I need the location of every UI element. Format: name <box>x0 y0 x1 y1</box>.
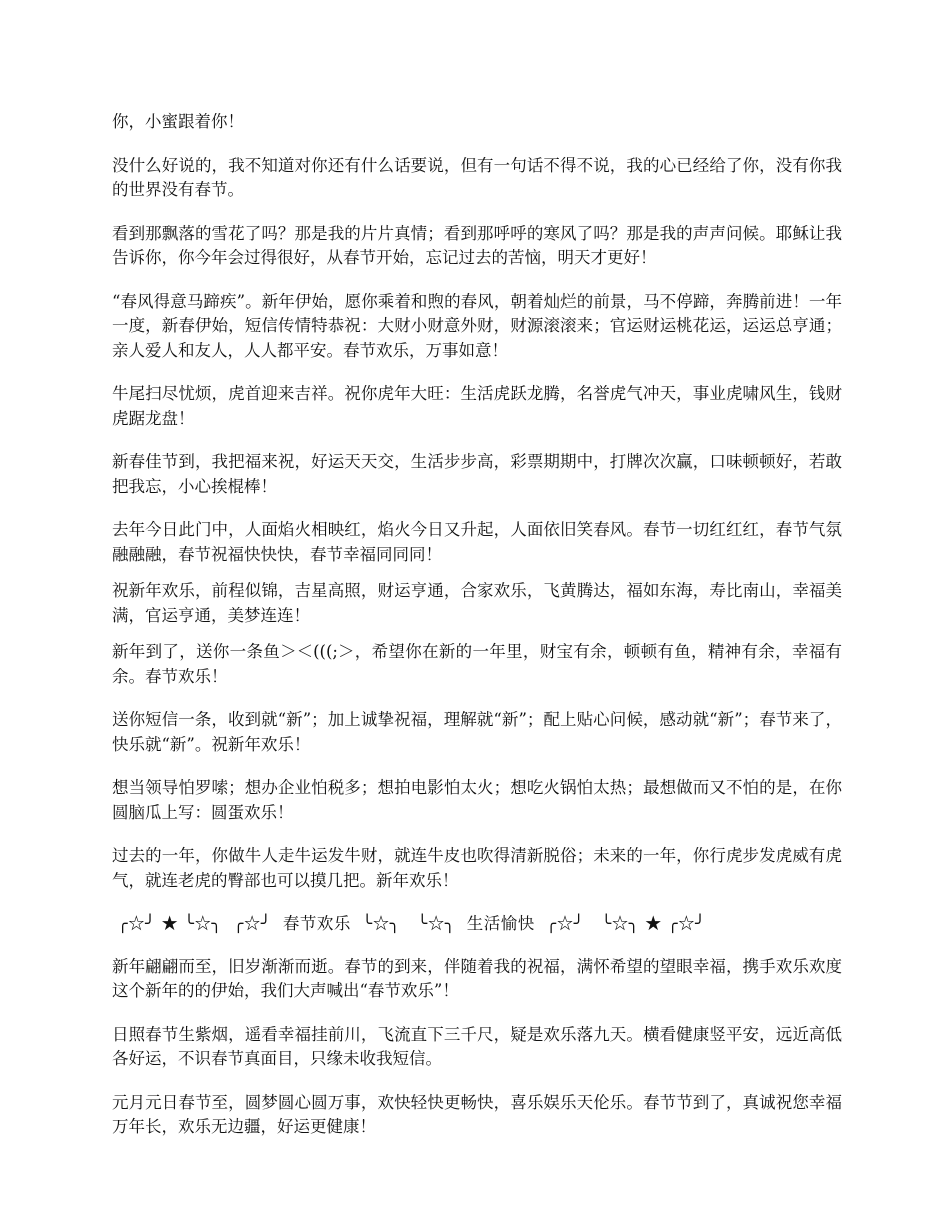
paragraph-7: 去年今日此门中，人面焰火相映红，焰火今日又升起，人面依旧笑春风。春节一切红红红，春节气氛融融融，春节祝福快快快，春节幸福同同同！ <box>112 520 842 564</box>
paragraph-2: 没什么好说的，我不知道对你还有什么话要说，但有一句话不得不说，我的心已经给了你，没有你我的世界没有春节。 <box>112 155 842 199</box>
document-body <box>112 110 842 1159</box>
paragraph-10: 送你短信一条，收到就“新”；加上诚挚祝福，理解就“新”；配上贴心问候，感动就“新”；春节来了，快乐就“新”。祝新年欢乐！ <box>112 710 842 754</box>
paragraph-13: 新年翩翩而至，旧岁渐渐而逝。春节的到来，伴随着我的祝福，满怀希望的望眼幸福，携手欢乐欢度这个新年的的伊始，我们大声喊出“春节欢乐”！ <box>112 956 842 1000</box>
paragraph-8: 祝新年欢乐，前程似锦，吉星高照，财运亨通，合家欢乐，飞黄腾达，福如东海，寿比南山，幸福美满，官运亨通，美梦连连！ <box>112 581 842 625</box>
paragraph-4: “春风得意马蹄疾”。新年伊始，愿你乘着和煦的春风，朝着灿烂的前景，马不停蹄，奔腾前进！一年一度，新春伊始，短信传情特恭祝：大财小财意外财，财源滚滚来；官运财运桃花运，运运总亨通；亲人爱人和友人，人人都平安。春节欢乐，万事如意！ <box>112 291 842 360</box>
paragraph-6: 新春佳节到，我把福来祝，好运天天交，生活步步高，彩票期期中，打牌次次赢，口味顿顿好，若敢把我忘，小心挨棍棒！ <box>112 452 842 496</box>
paragraph-5: 牛尾扫尽忧烦，虎首迎来吉祥。祝你虎年大旺：生活虎跃龙腾，名誉虎气冲天，事业虎啸风生，钱财虎踞龙盘！ <box>112 384 842 428</box>
decoration-line: ╭☆╯ ★ ╰☆╮ ╭☆╯ 春节欢乐 ╰☆╮ ╰☆╮ 生活愉快 ╭☆╯ ╰☆╮ ★ ╭☆╯ <box>112 914 706 933</box>
paragraph-1: 你，小蜜跟着你！ <box>112 112 244 131</box>
paragraph-14: 日照春节生紫烟，遥看幸福挂前川，飞流直下三千尺，疑是欢乐落九天。横看健康竖平安，远近高低各好运，不识春节真面目，只缘未收我短信。 <box>112 1024 842 1068</box>
paragraph-15: 元月元日春节至，圆梦圆心圆万事，欢快轻快更畅快，喜乐娱乐天伦乐。春节节到了，真诚祝您幸福万年长，欢乐无边疆，好运更健康！ <box>112 1092 842 1136</box>
paragraph-3: 看到那飘落的雪花了吗？那是我的片片真情；看到那呼呼的寒风了吗？那是我的声声问候。耶稣让我告诉你，你今年会过得很好，从春节开始，忘记过去的苦恼，明天才更好！ <box>112 223 842 267</box>
paragraph-9: 新年到了，送你一条鱼＞＜(((;＞，希望你在新的一年里，财宝有余，顿顿有鱼，精神有余，幸福有余。春节欢乐！ <box>112 642 842 686</box>
paragraph-12: 过去的一年，你做牛人走牛运发牛财，就连牛皮也吹得清新脱俗；未来的一年，你行虎步发虎威有虎气，就连老虎的臀部也可以摸几把。新年欢乐！ <box>112 846 842 890</box>
paragraph-11: 想当领导怕罗嗦；想办企业怕税多；想拍电影怕太火；想吃火锅怕太热；最想做而又不怕的是，在你圆脑瓜上写：圆蛋欢乐！ <box>112 778 842 822</box>
